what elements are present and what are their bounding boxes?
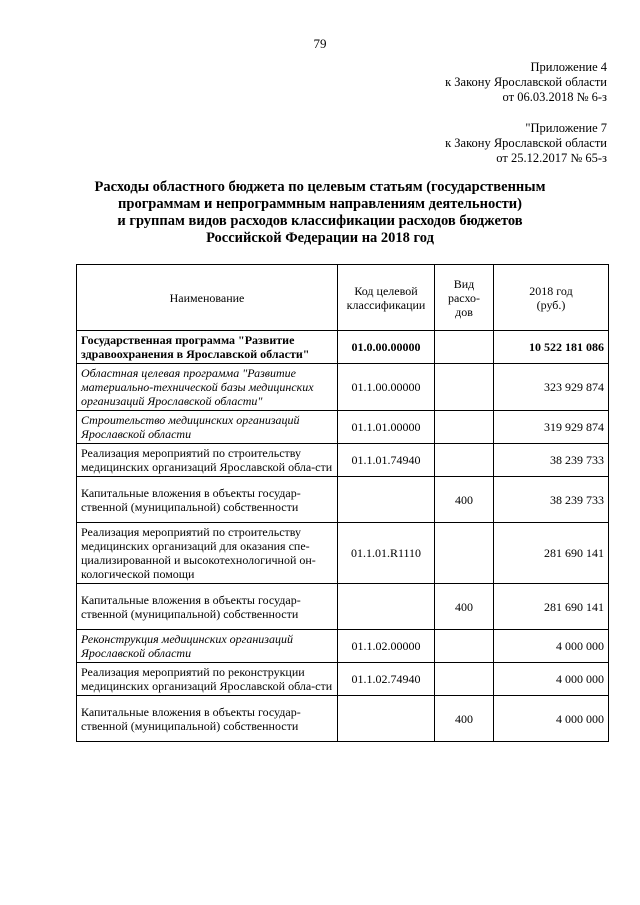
- name-cell: Капитальные вложения в объекты государ-ственной (муниципальной) собственности: [77, 584, 338, 630]
- amount-cell: 38 239 733: [494, 477, 609, 523]
- appendix-4-line: к Закону Ярославской области: [445, 75, 607, 89]
- table-row: [77, 331, 609, 364]
- code-cell: [338, 584, 435, 630]
- table-row: [77, 411, 609, 444]
- header-type-line: расхо-: [447, 290, 481, 305]
- amount-cell: 281 690 141: [494, 523, 609, 584]
- name-cell: Реализация мероприятий по строительству медицинских организаций Ярославской обла-сти: [77, 444, 338, 477]
- name-cell: Реконструкция медицинских организаций Ярославской области: [77, 630, 338, 663]
- table-body: [77, 331, 609, 742]
- table-row: [77, 696, 609, 742]
- code-cell: 01.1.00.00000: [338, 364, 435, 411]
- title-line: и группам видов расходов классификации расходов бюджетов: [117, 213, 523, 229]
- appendix-7-reference: [307, 121, 607, 166]
- code-cell: 01.1.01.00000: [338, 411, 435, 444]
- title-line: Расходы областного бюджета по целевым статьям (государственным: [94, 179, 546, 195]
- amount-cell: 281 690 141: [494, 584, 609, 630]
- code-cell: 01.1.01.R1110: [338, 523, 435, 584]
- budget-table: [76, 264, 609, 742]
- header-code: [338, 265, 435, 331]
- name-cell: Капитальные вложения в объекты государ-ственной (муниципальной) собственности: [77, 477, 338, 523]
- page-number: 79: [313, 36, 327, 51]
- table-row: [77, 630, 609, 663]
- table-row: [77, 523, 609, 584]
- appendix-4-line: от 06.03.2018 № 6-з: [502, 90, 607, 104]
- code-cell: 01.0.00.00000: [338, 331, 435, 364]
- expense-type-cell: 400: [435, 584, 494, 630]
- table-row: [77, 584, 609, 630]
- expense-type-cell: 400: [435, 477, 494, 523]
- expense-type-cell: [435, 523, 494, 584]
- amount-cell: 323 929 874: [494, 364, 609, 411]
- document-title: [40, 179, 600, 247]
- header-amount-line: (руб.): [536, 297, 566, 312]
- header-type-line: дов: [455, 304, 473, 319]
- code-cell: [338, 696, 435, 742]
- header-code-line: классификации: [346, 297, 426, 312]
- header-name: Наименование: [77, 265, 338, 331]
- expense-type-cell: 400: [435, 696, 494, 742]
- expense-type-cell: [435, 331, 494, 364]
- appendix-4-reference: [307, 60, 607, 105]
- amount-cell: 319 929 874: [494, 411, 609, 444]
- appendix-4-line: Приложение 4: [530, 60, 607, 74]
- name-cell: Государственная программа "Развитие здравоохранения в Ярославской области": [77, 331, 338, 364]
- code-cell: 01.1.02.74940: [338, 663, 435, 696]
- table-row: [77, 364, 609, 411]
- name-cell: Реализация мероприятий по реконструкции медицинских организаций Ярославской обла-сти: [77, 663, 338, 696]
- amount-cell: 4 000 000: [494, 696, 609, 742]
- header-expense-type: [435, 265, 494, 331]
- title-line: Российской Федерации на 2018 год: [206, 230, 434, 246]
- table-row: [77, 444, 609, 477]
- code-cell: [338, 477, 435, 523]
- header-amount: [494, 265, 609, 331]
- table-row: [77, 477, 609, 523]
- header-type-line: Вид: [453, 276, 475, 291]
- expense-type-cell: [435, 411, 494, 444]
- amount-cell: 4 000 000: [494, 630, 609, 663]
- header-code-line: Код целевой: [354, 283, 418, 298]
- amount-cell: 4 000 000: [494, 663, 609, 696]
- name-cell: Реализация мероприятий по строительству медицинских организаций для оказания спе-циализированной и высокотехнологичной он-кологической помощи: [77, 523, 338, 584]
- expense-type-cell: [435, 663, 494, 696]
- code-cell: 01.1.02.00000: [338, 630, 435, 663]
- name-cell: Капитальные вложения в объекты государ-ственной (муниципальной) собственности: [77, 696, 338, 742]
- title-line: программам и непрограммным направлениям деятельности): [118, 196, 522, 212]
- table-row: [77, 663, 609, 696]
- table-header-row: [77, 265, 609, 331]
- name-cell: Строительство медицинских организаций Ярославской области: [77, 411, 338, 444]
- expense-type-cell: [435, 630, 494, 663]
- code-cell: 01.1.01.74940: [338, 444, 435, 477]
- expense-type-cell: [435, 444, 494, 477]
- amount-cell: 10 522 181 086: [494, 331, 609, 364]
- appendix-7-line: к Закону Ярославской области: [445, 136, 607, 150]
- amount-cell: 38 239 733: [494, 444, 609, 477]
- appendix-7-line: от 25.12.2017 № 65-з: [496, 151, 607, 165]
- expense-type-cell: [435, 364, 494, 411]
- name-cell: Областная целевая программа "Развитие материально-технической базы медицинских организаций Ярославской области": [77, 364, 338, 411]
- appendix-7-line: "Приложение 7: [525, 121, 607, 135]
- header-amount-line: 2018 год: [529, 283, 573, 298]
